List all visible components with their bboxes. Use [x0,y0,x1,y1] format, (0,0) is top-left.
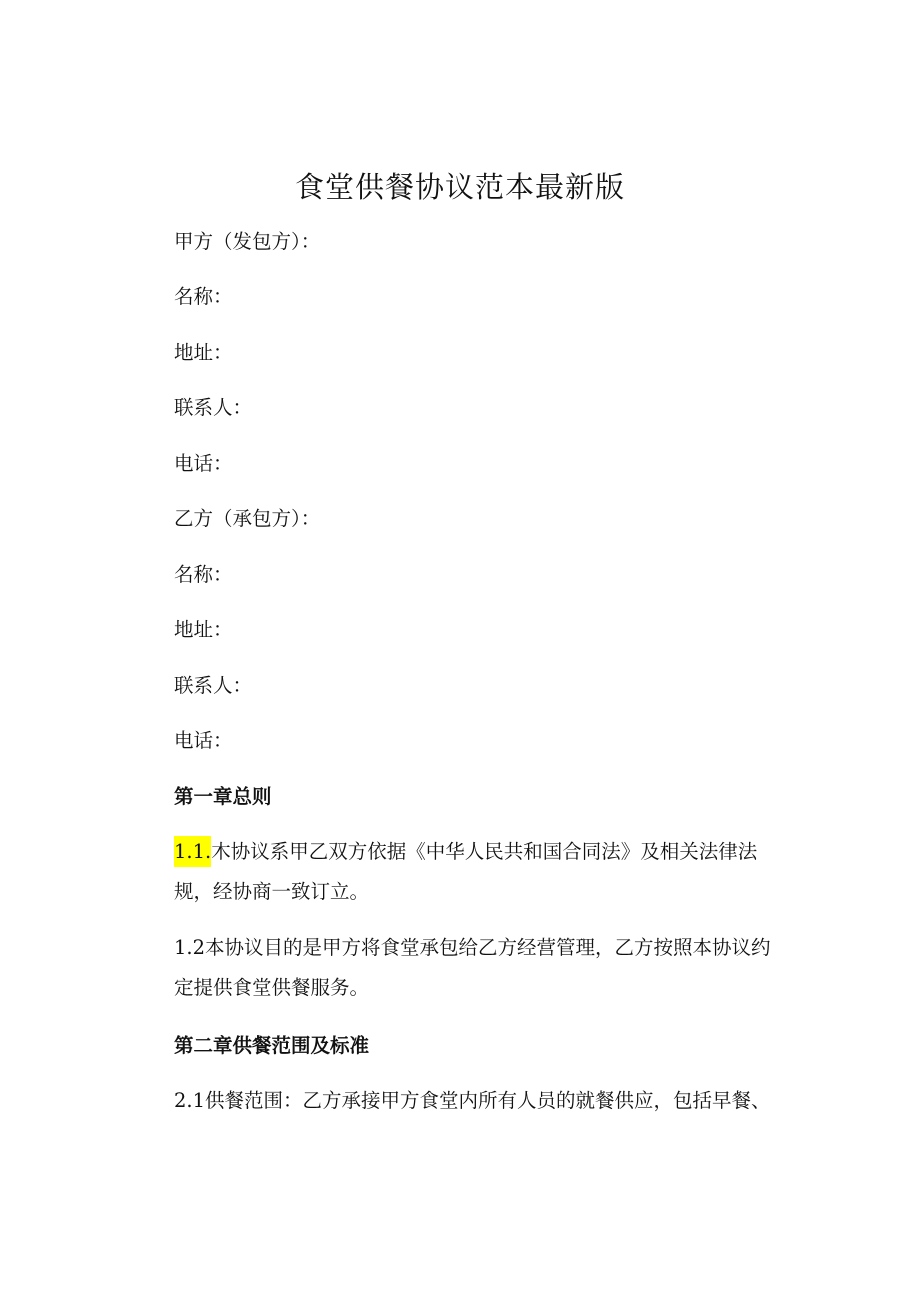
party-a-address-label: 地址： [174,341,233,364]
clause-1-1-line-1 [174,836,757,864]
party-a-phone-label: 电话： [174,452,233,475]
clause-1-2-line-2: 定提供食堂供餐服务。 [174,976,370,999]
party-b-contact-label: 联系人： [174,674,253,697]
chapter-1-heading: 第一章总则 [174,785,272,808]
party-a-name-label: 名称： [174,285,233,308]
clause-1-1-text: 木协议系甲乙双方依据《中华人民共和国合同法》及相关法律法 [211,840,758,863]
document-title: 食堂供餐协议范本最新版 [294,170,625,204]
clause-1-1-number: 1.1. [174,836,211,867]
clause-2-1-line-1: 2.1供餐范围：乙方承接甲方食堂内所有人员的就餐供应，包括早餐、 [174,1089,771,1112]
party-a-contact-label: 联系人： [174,396,253,419]
party-b-header: 乙方（承包方）： [174,507,321,530]
clause-1-1-line-2: 规，经协商一致订立。 [174,880,370,903]
party-b-phone-label: 电话： [174,729,233,752]
party-a-header: 甲方（发包方）： [174,230,321,253]
party-b-address-label: 地址： [174,618,233,641]
clause-1-2-line-1: 1.2本协议目的是甲方将食堂承包给乙方经营管理，乙方按照本协议约 [174,936,771,959]
party-b-name-label: 名称： [174,563,233,586]
chapter-2-heading: 第二章供餐范围及标准 [174,1034,370,1057]
